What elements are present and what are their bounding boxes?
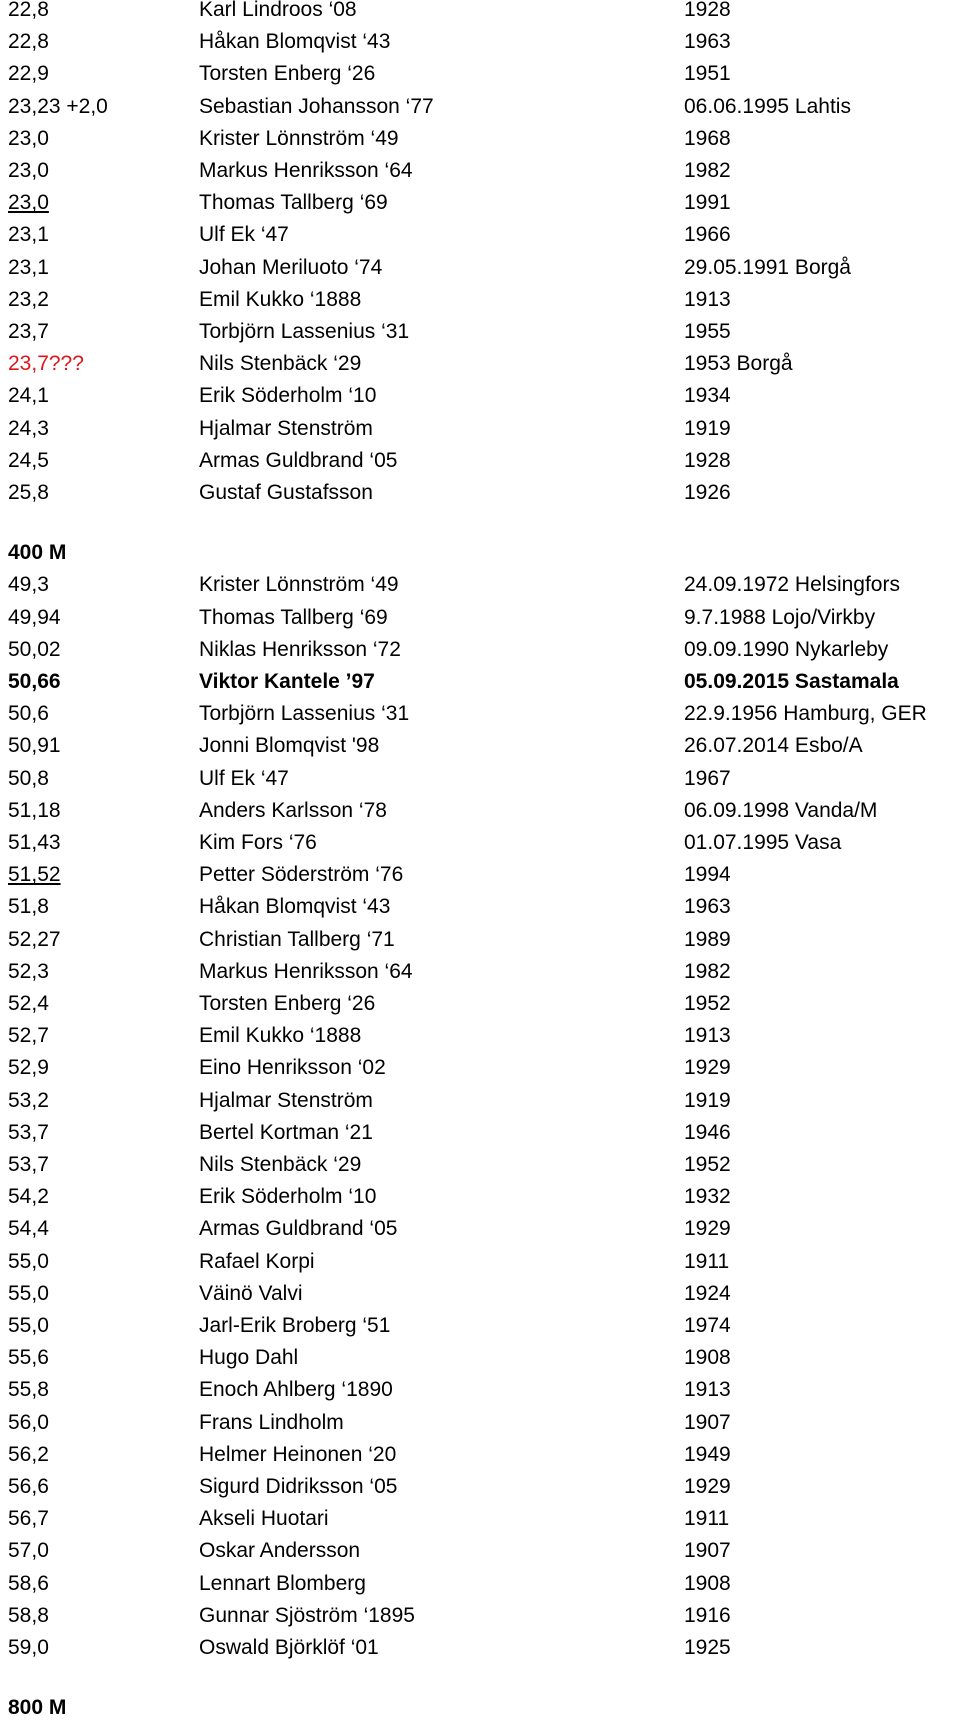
result-row — [0, 827, 960, 859]
result-row — [0, 1342, 960, 1374]
athlete-name: Håkan Blomqvist ‘43 — [199, 895, 391, 919]
result-row — [0, 1213, 960, 1245]
result-value: 51,43 — [8, 831, 61, 854]
athlete-name: Erik Söderholm ‘10 — [199, 384, 377, 408]
athlete-name: Oswald Björklöf ‘01 — [199, 1636, 379, 1659]
result-row — [0, 1503, 960, 1535]
date-location: 1928 — [684, 448, 731, 472]
result-row — [0, 1278, 960, 1310]
result-value: 51,18 — [8, 798, 61, 822]
result-row — [0, 26, 960, 58]
result-row — [0, 91, 960, 123]
date-location: 1913 — [684, 287, 731, 311]
date-location: 09.09.1990 Nykarleby — [684, 637, 889, 661]
result-row — [0, 1085, 960, 1117]
result-value: 52,4 — [8, 992, 49, 1015]
date-location: 06.09.1998 Vanda/M — [684, 798, 878, 822]
date-location: 1913 — [684, 1024, 731, 1048]
result-value: 23,0 — [8, 126, 49, 150]
date-location: 06.06.1995 Lahtis — [684, 94, 851, 118]
result-value: 23,1 — [8, 255, 49, 279]
result-row — [0, 1181, 960, 1213]
date-location: 1963 — [684, 30, 731, 54]
result-row — [0, 795, 960, 827]
athlete-name: Armas Guldbrand ‘05 — [199, 1217, 398, 1241]
athlete-name: Nils Stenbäck ‘29 — [199, 352, 362, 376]
athlete-name: Emil Kukko ‘1888 — [199, 1024, 362, 1048]
result-value: 22,8 — [8, 0, 49, 21]
result-row — [0, 316, 960, 348]
athlete-name: Rafael Korpi — [199, 1249, 315, 1273]
result-row — [0, 1568, 960, 1600]
athlete-name: Erik Söderholm ‘10 — [199, 1185, 377, 1209]
date-location: 1968 — [684, 126, 731, 150]
result-row — [0, 1052, 960, 1084]
result-value: 49,3 — [8, 573, 49, 597]
result-row — [0, 413, 960, 445]
athlete-name: Johan Meriluoto ‘74 — [199, 255, 383, 279]
result-row — [0, 0, 960, 26]
date-location: 1951 — [684, 62, 731, 86]
result-value: 50,6 — [8, 702, 49, 726]
result-value: 56,0 — [8, 1410, 49, 1434]
date-location: 1949 — [684, 1442, 731, 1466]
result-value: 56,7 — [8, 1507, 49, 1531]
result-row — [0, 1535, 960, 1567]
result-value: 24,5 — [8, 448, 49, 472]
result-row — [0, 348, 960, 380]
result-value: 53,7 — [8, 1120, 49, 1144]
result-row — [0, 1020, 960, 1052]
result-value: 25,8 — [8, 481, 49, 504]
result-value: 52,27 — [8, 927, 61, 951]
athlete-name: Viktor Kantele ’97 — [199, 670, 375, 693]
athlete-name: Karl Lindroos ‘08 — [199, 0, 357, 21]
date-location: 1982 — [684, 959, 731, 983]
date-location: 1934 — [684, 384, 731, 408]
result-row — [0, 1310, 960, 1342]
athlete-name: Nils Stenbäck ‘29 — [199, 1153, 362, 1176]
result-row — [0, 1407, 960, 1439]
athlete-name: Christian Tallberg ‘71 — [199, 927, 395, 951]
result-value: 23,0 — [8, 191, 49, 215]
date-location: 1932 — [684, 1185, 731, 1209]
result-row — [0, 763, 960, 795]
result-value: 56,6 — [8, 1475, 49, 1498]
date-location: 1929 — [684, 1056, 731, 1080]
athlete-name: Kim Fors ‘76 — [199, 831, 317, 854]
result-value: 22,9 — [8, 62, 49, 86]
result-value: 49,94 — [8, 605, 61, 629]
result-row — [0, 956, 960, 988]
result-row — [0, 252, 960, 284]
athlete-name: Torsten Enberg ‘26 — [199, 992, 376, 1015]
result-value: 23,1 — [8, 223, 49, 247]
athlete-name: Eino Henriksson ‘02 — [199, 1056, 386, 1080]
result-row — [0, 698, 960, 730]
result-row — [0, 1246, 960, 1278]
result-row — [0, 988, 960, 1020]
result-row — [0, 1117, 960, 1149]
date-location: 1926 — [684, 481, 731, 504]
result-value: 56,2 — [8, 1442, 49, 1466]
date-location: 1907 — [684, 1539, 731, 1563]
date-location: 01.07.1995 Vasa — [684, 831, 842, 854]
date-location: 1952 — [684, 1153, 731, 1176]
result-value: 23,7??? — [8, 352, 84, 376]
athlete-name: Frans Lindholm — [199, 1410, 344, 1434]
athlete-name: Armas Guldbrand ‘05 — [199, 448, 398, 472]
athlete-name: Ulf Ek ‘47 — [199, 223, 289, 247]
result-value: 57,0 — [8, 1539, 49, 1563]
result-row — [0, 187, 960, 219]
result-value: 52,3 — [8, 959, 49, 983]
athlete-name: Hugo Dahl — [199, 1346, 299, 1370]
result-value: 55,0 — [8, 1314, 49, 1337]
result-value: 24,1 — [8, 384, 49, 408]
date-location: 1963 — [684, 895, 731, 919]
date-location: 1989 — [684, 927, 731, 951]
athlete-name: Ulf Ek ‘47 — [199, 766, 289, 790]
date-location: 22.9.1956 Hamburg, GER — [684, 702, 927, 726]
section-heading: 400 M — [8, 541, 67, 565]
result-row — [0, 58, 960, 90]
date-location: 1952 — [684, 992, 731, 1015]
date-location: 1908 — [684, 1571, 731, 1595]
result-row — [0, 284, 960, 316]
result-row — [0, 1149, 960, 1181]
athlete-name: Helmer Heinonen ‘20 — [199, 1442, 397, 1466]
athlete-name: Jonni Blomqvist '98 — [199, 734, 380, 758]
result-value: 24,3 — [8, 416, 49, 440]
result-value: 54,4 — [8, 1217, 49, 1241]
result-value: 50,02 — [8, 637, 61, 661]
result-value: 23,7 — [8, 320, 49, 343]
athlete-name: Thomas Tallberg ‘69 — [199, 191, 388, 215]
date-location: 1907 — [684, 1410, 731, 1434]
athlete-name: Akseli Huotari — [199, 1507, 329, 1531]
date-location: 1974 — [684, 1314, 731, 1337]
athlete-name: Jarl-Erik Broberg ‘51 — [199, 1314, 391, 1337]
result-value: 55,6 — [8, 1346, 49, 1370]
result-row — [0, 1600, 960, 1632]
athlete-name: Markus Henriksson ‘64 — [199, 959, 413, 983]
section-heading: 800 M — [8, 1696, 67, 1720]
athlete-name: Sebastian Johansson ‘77 — [199, 94, 434, 118]
result-value: 58,6 — [8, 1571, 49, 1595]
date-location: 29.05.1991 Borgå — [684, 255, 851, 279]
athlete-name: Hjalmar Stenström — [199, 416, 373, 440]
result-row — [0, 634, 960, 666]
date-location: 05.09.2015 Sastamala — [684, 670, 899, 693]
athlete-name: Krister Lönnström ‘49 — [199, 573, 399, 597]
date-location: 1929 — [684, 1217, 731, 1241]
date-location: 1953 Borgå — [684, 352, 793, 376]
date-location: 1967 — [684, 766, 731, 790]
result-value: 55,0 — [8, 1281, 49, 1305]
athlete-name: Enoch Ahlberg ‘1890 — [199, 1378, 393, 1402]
date-location: 1994 — [684, 863, 731, 887]
athlete-name: Väinö Valvi — [199, 1281, 303, 1305]
result-value: 53,7 — [8, 1153, 49, 1176]
result-row — [0, 219, 960, 251]
athlete-name: Torsten Enberg ‘26 — [199, 62, 376, 86]
result-row — [0, 1439, 960, 1471]
result-value: 23,23 +2,0 — [8, 94, 108, 118]
date-location: 1946 — [684, 1120, 731, 1144]
result-row — [0, 730, 960, 762]
result-value: 23,2 — [8, 287, 49, 311]
result-row — [0, 859, 960, 891]
date-location: 1928 — [684, 0, 731, 21]
athlete-name: Petter Söderström ‘76 — [199, 863, 404, 887]
date-location: 1929 — [684, 1475, 731, 1498]
result-row — [0, 924, 960, 956]
date-location: 1916 — [684, 1603, 731, 1627]
athlete-name: Thomas Tallberg ‘69 — [199, 605, 388, 629]
athlete-name: Krister Lönnström ‘49 — [199, 126, 399, 150]
date-location: 1925 — [684, 1636, 731, 1659]
result-value: 58,8 — [8, 1603, 49, 1627]
athlete-name: Anders Karlsson ‘78 — [199, 798, 387, 822]
result-row — [0, 1471, 960, 1503]
athlete-name: Torbjörn Lassenius ‘31 — [199, 702, 410, 726]
date-location: 1924 — [684, 1281, 731, 1305]
result-value: 59,0 — [8, 1636, 49, 1659]
athlete-name: Torbjörn Lassenius ‘31 — [199, 320, 410, 343]
date-location: 1966 — [684, 223, 731, 247]
result-value: 51,8 — [8, 895, 49, 919]
result-value: 51,52 — [8, 863, 61, 887]
result-value: 50,66 — [8, 670, 61, 693]
date-location: 1911 — [684, 1249, 730, 1273]
result-row — [0, 380, 960, 412]
date-location: 1991 — [684, 191, 731, 215]
date-location: 9.7.1988 Lojo/Virkby — [684, 605, 876, 629]
athlete-name: Håkan Blomqvist ‘43 — [199, 30, 391, 54]
result-value: 50,8 — [8, 766, 49, 790]
result-value: 22,8 — [8, 30, 49, 54]
date-location: 24.09.1972 Helsingfors — [684, 573, 900, 597]
athlete-name: Gunnar Sjöström ‘1895 — [199, 1603, 415, 1627]
athlete-name: Bertel Kortman ‘21 — [199, 1120, 373, 1144]
date-location: 1982 — [684, 159, 731, 182]
result-value: 52,7 — [8, 1024, 49, 1048]
result-row — [0, 1632, 960, 1664]
date-location: 1919 — [684, 416, 731, 440]
athlete-name: Lennart Blomberg — [199, 1571, 366, 1595]
date-location: 1919 — [684, 1088, 731, 1112]
result-row — [0, 569, 960, 601]
result-row — [0, 1374, 960, 1406]
date-location: 1955 — [684, 320, 731, 343]
result-row — [0, 602, 960, 634]
result-value: 53,2 — [8, 1088, 49, 1112]
result-value: 55,8 — [8, 1378, 49, 1402]
date-location: 1908 — [684, 1346, 731, 1370]
athlete-name: Oskar Andersson — [199, 1539, 361, 1563]
result-value: 55,0 — [8, 1249, 49, 1273]
result-value: 23,0 — [8, 159, 49, 182]
result-row — [0, 477, 960, 509]
athlete-name: Emil Kukko ‘1888 — [199, 287, 362, 311]
athlete-name: Markus Henriksson ‘64 — [199, 159, 413, 182]
result-value: 54,2 — [8, 1185, 49, 1209]
athlete-name: Hjalmar Stenström — [199, 1088, 373, 1112]
result-row — [0, 891, 960, 923]
athlete-name: Niklas Henriksson ‘72 — [199, 637, 401, 661]
result-row — [0, 445, 960, 477]
result-row — [0, 155, 960, 187]
date-location: 1911 — [684, 1507, 730, 1531]
result-row — [0, 666, 960, 698]
result-value: 50,91 — [8, 734, 61, 758]
result-value: 52,9 — [8, 1056, 49, 1080]
athlete-name: Gustaf Gustafsson — [199, 481, 373, 504]
date-location: 26.07.2014 Esbo/A — [684, 734, 863, 758]
athlete-name: Sigurd Didriksson ‘05 — [199, 1475, 398, 1498]
result-row — [0, 123, 960, 155]
date-location: 1913 — [684, 1378, 731, 1402]
